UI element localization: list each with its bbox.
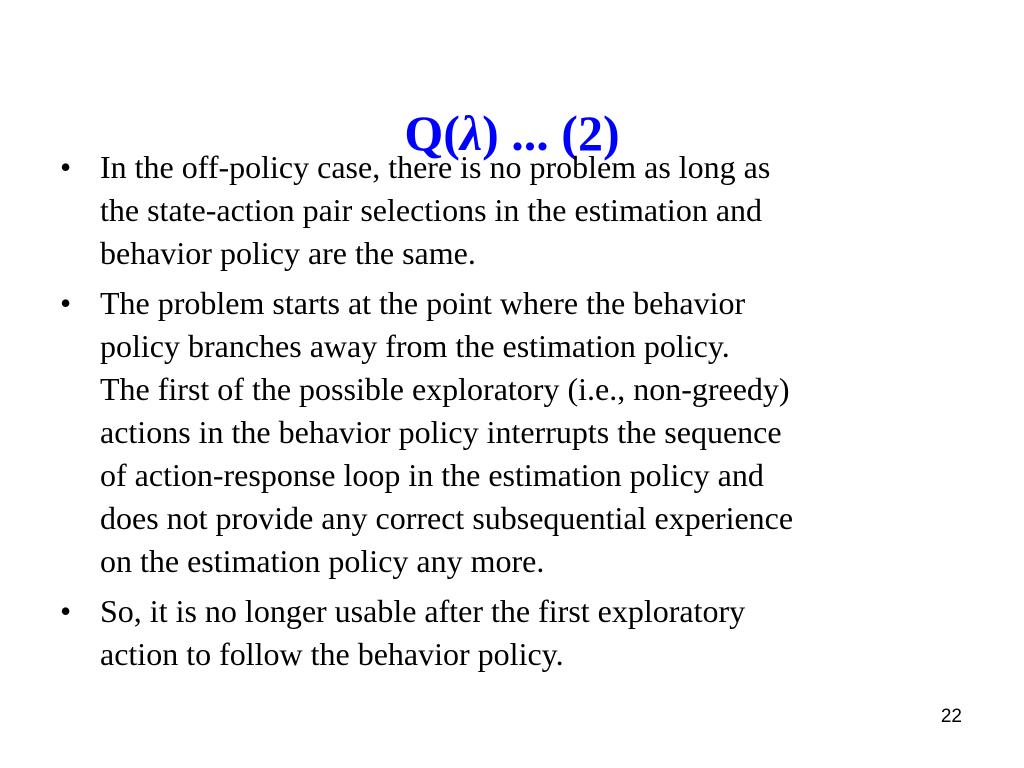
- bullet-line: of action-response loop in the estimation policy and: [100, 457, 764, 493]
- bullet-line: the state-action pair selections in the estimation and: [100, 192, 763, 228]
- bullet-text-2: [100, 282, 990, 583]
- bullet-item-3: [60, 590, 990, 676]
- bullet-line: The first of the possible exploratory (i.e., non-greedy): [100, 371, 790, 407]
- bullet-item-2: [60, 282, 990, 583]
- bullet-line: In the off-policy case, there is no problem as long as: [100, 149, 771, 185]
- bullet-list: [60, 146, 990, 683]
- bullet-line: actions in the behavior policy interrupts the sequence: [100, 414, 782, 450]
- bullet-marker: •: [60, 149, 72, 185]
- title-prefix: Q(: [404, 104, 460, 161]
- bullet-marker: •: [60, 285, 72, 321]
- bullet-text-3: [100, 590, 990, 676]
- bullet-line: does not provide any correct subsequential experience: [100, 500, 794, 536]
- bullet-line: behavior policy are the same.: [100, 235, 476, 271]
- bullet-line: on the estimation policy any more.: [100, 543, 545, 579]
- bullet-line: So, it is no longer usable after the first exploratory: [100, 593, 746, 629]
- title-lambda-symbol: λ: [459, 104, 483, 161]
- bullet-line: action to follow the behavior policy.: [100, 636, 564, 672]
- bullet-line: policy branches away from the estimation policy.: [100, 328, 730, 364]
- bullet-line: The problem starts at the point where the behavior: [100, 285, 746, 321]
- title-suffix: ) ... (2): [482, 104, 620, 161]
- bullet-text-1: [100, 146, 990, 275]
- bullet-marker: •: [60, 593, 72, 629]
- bullet-item-1: [60, 146, 990, 275]
- page-number: 22: [940, 706, 962, 727]
